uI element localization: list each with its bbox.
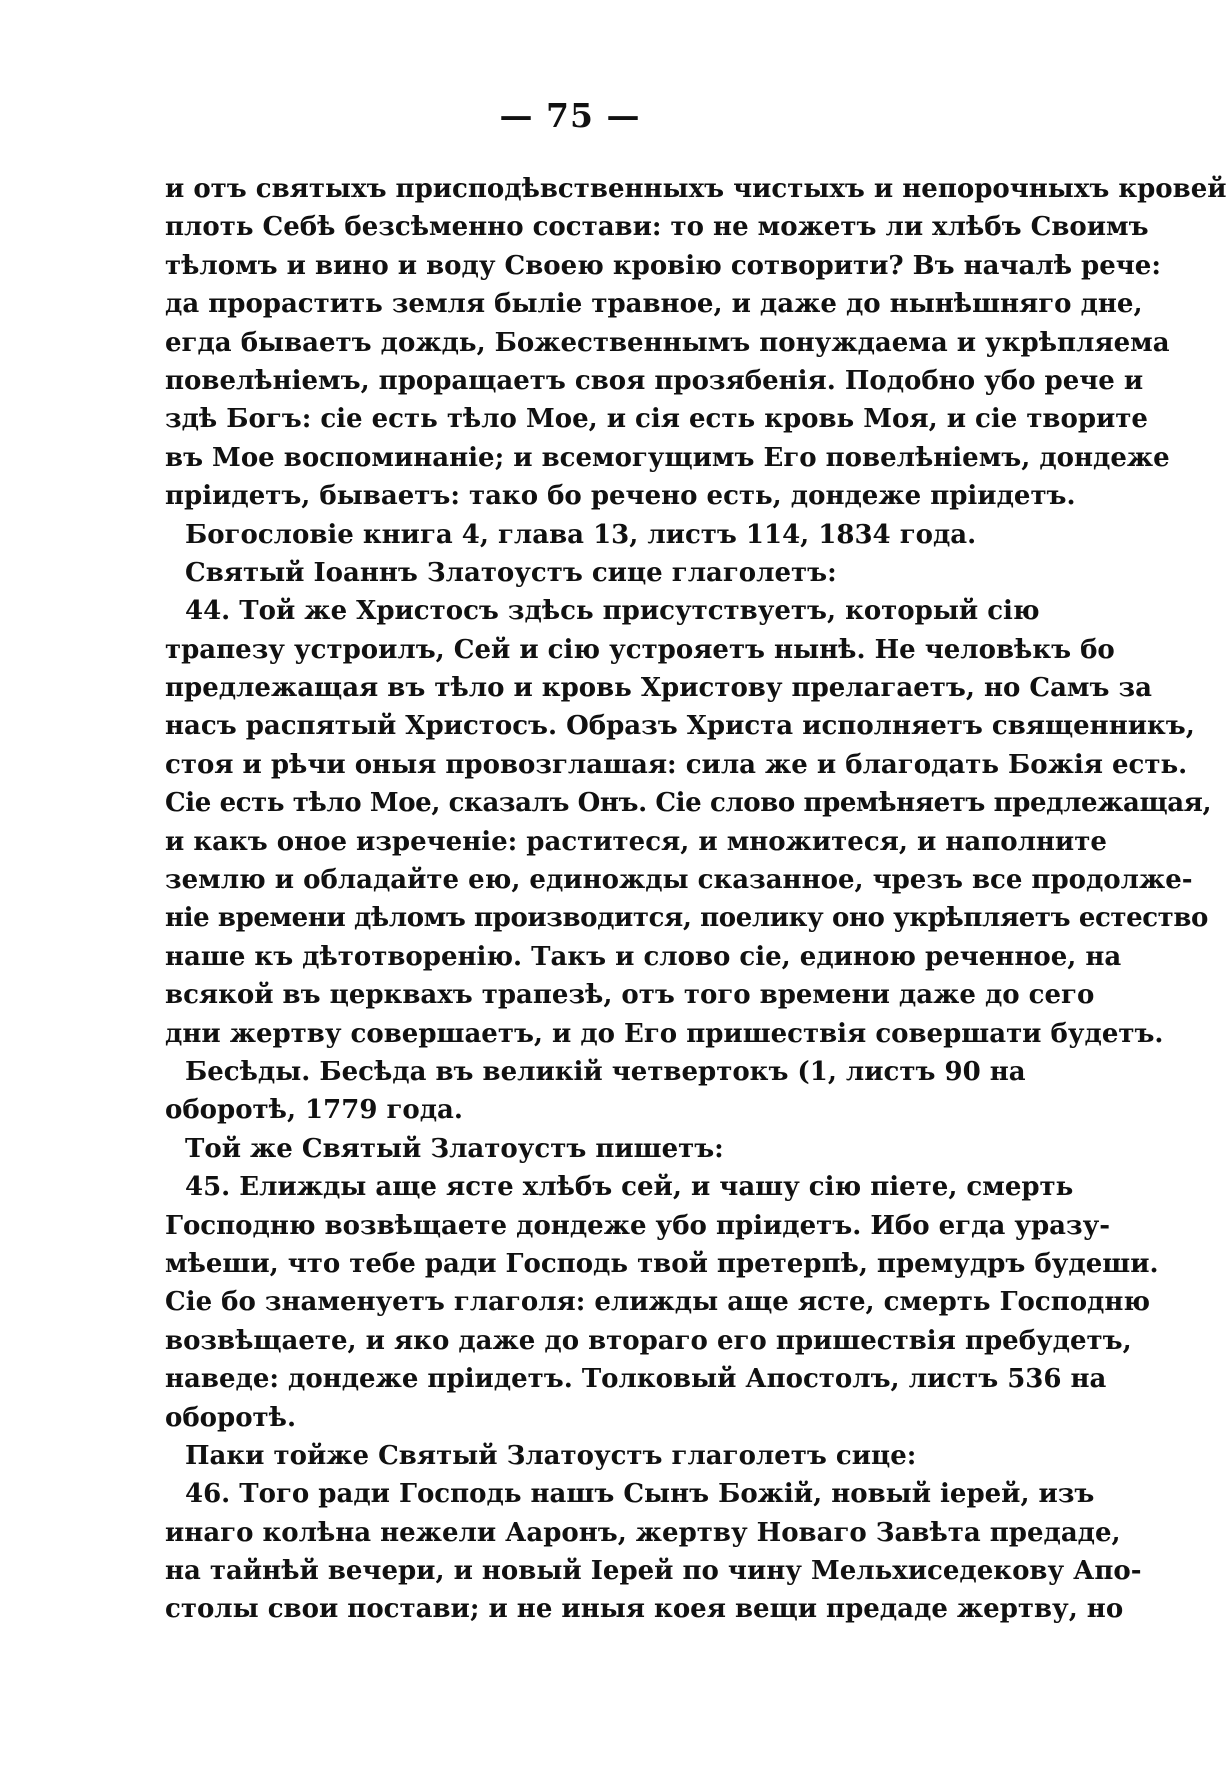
text-line: въ Мое воспоминаніе; и всемогущимъ Его повелѣніемъ, дондеже bbox=[165, 442, 1170, 473]
text-line: всякой въ церквахъ трапезѣ, отъ того времени даже до сего bbox=[165, 980, 1095, 1011]
text-line: оборотѣ. bbox=[165, 1402, 296, 1433]
source-reference: оборотѣ, 1779 года. bbox=[165, 1095, 463, 1126]
text-line: повелѣніемъ, проращаетъ своя прозябенія. Подобно убо рече и bbox=[165, 365, 1144, 396]
page-number: — 75 — bbox=[499, 96, 641, 135]
paragraph-46-start: 46. Того ради Господь нашъ Сынъ Божій, новый іерей, изъ bbox=[185, 1479, 1095, 1510]
text-line: дни жертву совершаетъ, и до Его пришествія совершати будетъ. bbox=[165, 1018, 1164, 1049]
text-line: Сіе бо знаменуетъ глаголя: елижды аще ясте, смерть Господню bbox=[165, 1287, 1151, 1318]
text-line: Сіе есть тѣло Мое, сказалъ Онъ. Сіе слово премѣняетъ предлежащая, bbox=[165, 788, 1212, 819]
text-line: да прорастить земля быліе травное, и даже до нынѣшняго дне, bbox=[165, 289, 1143, 320]
source-reference: Богословіе книга 4, глава 13, листъ 114, 1834 года. bbox=[185, 519, 977, 550]
text-line: здѣ Богъ: сіе есть тѣло Мое, и сія есть кровь Моя, и сіе творите bbox=[165, 404, 1148, 435]
text-line: пріидетъ, бываетъ: тако бо речено есть, дондеже пріидетъ. bbox=[165, 481, 1076, 512]
section-intro: Паки тойже Святый Златоустъ глаголетъ сице: bbox=[185, 1440, 917, 1471]
text-line: Господню возвѣщаете дондеже убо пріидетъ. Ибо егда уразу- bbox=[165, 1210, 1111, 1241]
text-line: мѣеши, что тебе ради Господь твой претерпѣ, премудръ будеши. bbox=[165, 1248, 1159, 1279]
text-line: предлежащая въ тѣло и кровь Христову прелагаетъ, но Самъ за bbox=[165, 673, 1152, 704]
paragraph-45-start: 45. Елижды аще ясте хлѣбъ сей, и чашу сію піете, смерть bbox=[185, 1172, 1074, 1203]
text-line: инаго колѣна нежели Ааронъ, жертву Новаго Завѣта предаде, bbox=[165, 1517, 1121, 1548]
text-line: наше къ дѣтотворенію. Такъ и слово сіе, единою реченное, на bbox=[165, 941, 1122, 972]
text-line: на тайнѣй вечери, и новый Іерей по чину Мельхиседекову Апо- bbox=[165, 1556, 1142, 1587]
text-line: стоя и рѣчи оныя провозглашая: сила же и благодать Божія есть. bbox=[165, 749, 1188, 780]
section-intro: Святый Іоаннъ Златоустъ сице глаголетъ: bbox=[185, 557, 837, 588]
text-line: плоть Себѣ безсѣменно состави: то не можетъ ли хлѣбъ Своимъ bbox=[165, 212, 1149, 243]
text-line: трапезу устроилъ, Сей и сію устрояетъ нынѣ. Не человѣкъ бо bbox=[165, 634, 1115, 665]
text-line: возвѣщаете, и яко даже до втораго его пришествія пребудетъ, bbox=[165, 1325, 1132, 1356]
text-line: землю и обладайте ею, единожды сказанное, чрезъ все продолже- bbox=[165, 865, 1193, 896]
section-intro: Той же Святый Златоустъ пишетъ: bbox=[185, 1133, 724, 1164]
paragraph-44-start: 44. Той же Христосъ здѣсь присутствуетъ, который сію bbox=[185, 596, 1040, 627]
text-line: тѣломъ и вино и воду Своею кровію сотворити? Въ началѣ рече: bbox=[165, 250, 1161, 281]
text-line: ніе времени дѣломъ производится, поелику оно укрѣпляетъ естество bbox=[165, 903, 1208, 934]
body-text bbox=[165, 170, 1227, 1629]
text-line: наведе: дондеже пріидетъ. Толковый Апостолъ, листъ 536 на bbox=[165, 1364, 1107, 1395]
text-line: егда бываетъ дождь, Божественнымъ понуждаема и укрѣпляема bbox=[165, 327, 1170, 358]
text-line: и отъ святыхъ присподѣвственныхъ чистыхъ и непорочныхъ кровей bbox=[165, 174, 1227, 204]
text-line: столы свои постави; и не иныя коея вещи предаде жертву, но bbox=[165, 1594, 1124, 1625]
text-line: и какъ оное изреченіе: раститеся, и множитеся, и наполните bbox=[165, 826, 1107, 857]
source-reference: Бесѣды. Бесѣда въ великій четвертокъ (1, листъ 90 на bbox=[185, 1056, 1026, 1087]
text-line: насъ распятый Христосъ. Образъ Христа исполняетъ священникъ, bbox=[165, 711, 1195, 742]
